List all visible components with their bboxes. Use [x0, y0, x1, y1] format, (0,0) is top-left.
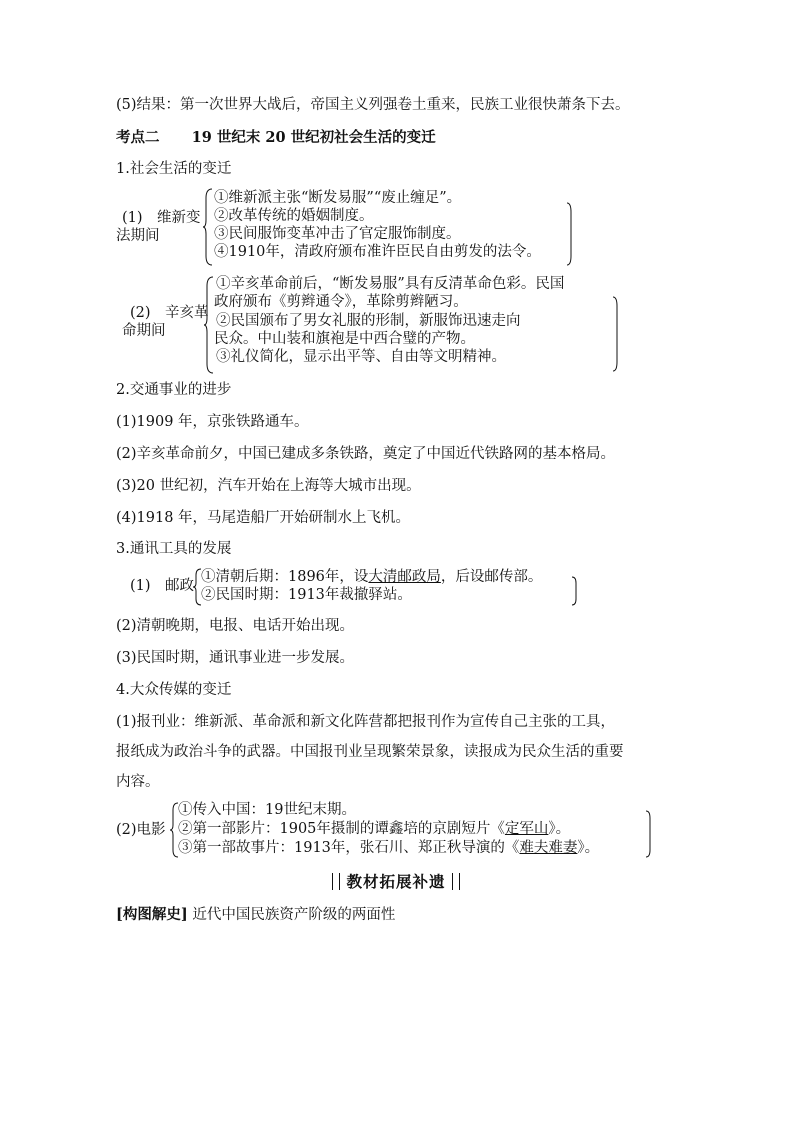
- g1-label-line1: (1) 维新变: [122, 210, 201, 226]
- g2-label-line1: (2) 辛亥革: [130, 305, 209, 321]
- g2-item: 政府颁布《剪辫通令》，革除剪辫陋习。: [214, 294, 468, 310]
- communication-item: (2)清朝晚期，电报、电话开始出现。: [116, 618, 355, 634]
- film-item-2-text: ②第一部影片：1905年摄制的谭鑫培的京剧短片《: [178, 821, 505, 837]
- g2-item: ②民国颁布了男女礼服的形制，新服饰迅速走向: [216, 313, 521, 329]
- left-brace: [204, 276, 214, 374]
- section-heading: [116, 129, 436, 147]
- section-prefix: 考点二: [116, 129, 160, 146]
- transport-item: (3)20 世纪初，汽车开始在上海等大城市出现。: [116, 478, 421, 494]
- film-item-2: [178, 820, 570, 838]
- g1-label-line2: 法期间: [116, 228, 160, 244]
- g2-item: 民众。中山装和旗袍是中西合璧的产物。: [214, 331, 475, 347]
- right-brace: [571, 576, 579, 606]
- film-title: 难夫难妻: [519, 840, 578, 856]
- diagram-tag: [构图解史]: [116, 906, 188, 923]
- diagram-intro: [116, 906, 395, 924]
- press-line: 报纸成为政治斗争的武器。中国报刊业呈现繁荣景象，读报成为民众生活的重要: [116, 744, 624, 760]
- section-title: 19 世纪末 20 世纪初社会生活的变迁: [191, 129, 436, 146]
- heading-social-life: 1.社会生活的变迁: [116, 161, 232, 177]
- right-brace: [645, 810, 653, 858]
- section-banner: [326, 871, 466, 893]
- g2-item: ①辛亥革命前后，“断发易服”具有反清革命色彩。民国: [216, 276, 565, 292]
- diagram-title: 近代中国民族资产阶级的两面性: [192, 907, 396, 923]
- g2-label-line2: 命期间: [122, 323, 166, 339]
- g1-item: ④1910年，清政府颁布准许臣民自由剪发的法令。: [214, 244, 541, 260]
- g1-item: ②改革传统的婚姻制度。: [214, 208, 374, 224]
- g1-item: ①维新派主张“断发易服”“废止缠足”。: [214, 190, 462, 206]
- transport-item: (2)辛亥革命前夕，中国已建成多条铁路，奠定了中国近代铁路网的基本格局。: [116, 446, 616, 462]
- communication-item: (3)民国时期，通讯事业进一步发展。: [116, 650, 355, 666]
- post-office-name: 大清邮政局: [368, 569, 441, 585]
- press-line: (1)报刊业：维新派、革命派和新文化阵营都把报刊作为宣传自己主张的工具，: [116, 714, 616, 730]
- film-item-1: ①传入中国：19世纪末期。: [178, 802, 356, 818]
- g2-item: ③礼仪简化，显示出平等、自由等文明精神。: [216, 349, 506, 365]
- heading-transport: 2.交通事业的进步: [116, 382, 232, 398]
- film-item-2-rest: 》。: [548, 821, 571, 837]
- banner-title: 教材拓展补遗: [346, 872, 446, 891]
- g1-item: ③民间服饰变革冲击了官定服饰制度。: [214, 226, 461, 242]
- film-item-3-rest: 》。: [577, 840, 600, 856]
- post-item-1: [201, 568, 542, 586]
- right-brace: [612, 296, 620, 372]
- post-item-1-text: ①清朝后期：1896年，设: [201, 569, 369, 585]
- heading-communication: 3.通讯工具的发展: [116, 541, 232, 557]
- transport-item: (1)1909 年，京张铁路通车。: [116, 414, 309, 430]
- post-item-1-rest: ，后设邮传部。: [440, 569, 543, 585]
- post-label: (1) 邮政: [130, 578, 195, 594]
- right-brace: [566, 202, 574, 266]
- heading-media: 4.大众传媒的变迁: [116, 682, 232, 698]
- banner-bar-left: [332, 873, 340, 890]
- transport-item: (4)1918 年，马尾造船厂开始研制水上飞机。: [116, 510, 411, 526]
- banner-bar-right: [452, 873, 460, 890]
- film-item-3-text: ③第一部故事片：1913年，张石川、郑正秋导演的《: [178, 840, 520, 856]
- film-title: 定军山: [504, 821, 549, 837]
- press-line: 内容。: [116, 774, 160, 790]
- left-brace: [203, 188, 213, 266]
- film-item-3: [178, 839, 599, 857]
- film-label: (2)电影: [116, 822, 166, 838]
- result-line: (5)结果：第一次世界大战后，帝国主义列强卷土重来，民族工业很快萧条下去。: [116, 97, 630, 113]
- post-item-2: ②民国时期：1913年裁撤驿站。: [201, 587, 412, 603]
